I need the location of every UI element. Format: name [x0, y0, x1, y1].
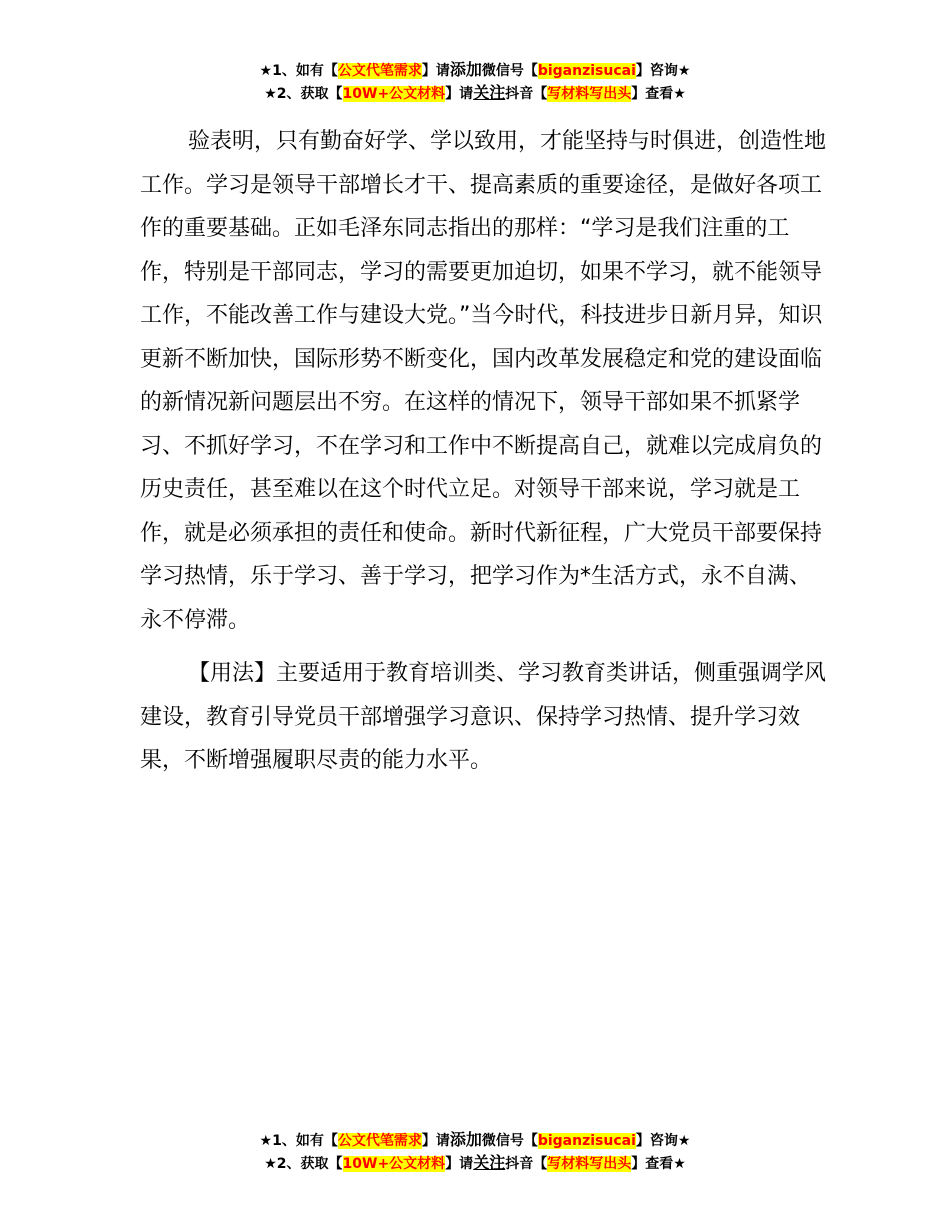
footer-banner: [0, 1129, 950, 1175]
usage-paragraph: 【用法】主要适用于教育培训类、学习教育类讲话，侧重强调学风建设，教育引导党员干部增强学习意识、保持学习热情、提升学习效果，不断增强履职尽责的能力水平。: [140, 661, 827, 773]
document-body: [140, 120, 830, 783]
banner-line1-suffix: 】咨询★: [635, 63, 691, 79]
footer-line1-highlight-service: 公文代笔需求: [337, 1133, 422, 1149]
footer-line2-mid2: 抖音【: [505, 1156, 548, 1172]
banner-line2-emphasis: 关注: [473, 83, 506, 102]
banner-line1-highlight-wechat: biganzisucai: [537, 63, 636, 79]
header-banner: [0, 59, 950, 105]
footer-line1-highlight-wechat: biganzisucai: [537, 1133, 636, 1149]
footer-line2-highlight-materials: 10W+公文材料: [342, 1156, 446, 1172]
footer-line1-prefix: ★1、如有【: [259, 1133, 338, 1149]
banner-line1-highlight-service: 公文代笔需求: [337, 63, 422, 79]
footer-banner-line-2: [0, 1152, 950, 1175]
banner-line-1: [0, 59, 950, 82]
banner-line-2: [0, 82, 950, 105]
banner-line2-mid1: 】请: [445, 86, 474, 102]
banner-line1-mid2: 微信号【: [481, 63, 538, 79]
footer-banner-line-1: [0, 1129, 950, 1152]
footer-line1-mid1: 】请: [421, 1133, 450, 1149]
banner-line2-highlight-materials: 10W+公文材料: [342, 86, 446, 102]
footer-line2-mid1: 】请: [445, 1156, 474, 1172]
banner-line2-prefix: ★2、获取【: [264, 86, 343, 102]
footer-line1-emphasis: 添加: [449, 1130, 482, 1149]
footer-line2-emphasis: 关注: [473, 1153, 506, 1172]
footer-line2-suffix: 】查看★: [631, 1156, 686, 1172]
banner-line1-mid1: 】请: [421, 63, 450, 79]
banner-line2-suffix: 】查看★: [631, 86, 686, 102]
footer-line1-mid2: 微信号【: [481, 1133, 538, 1149]
footer-line2-prefix: ★2、获取【: [264, 1156, 343, 1172]
banner-line1-emphasis: 添加: [449, 60, 482, 79]
banner-line2-highlight-douyin: 写材料写出头: [547, 86, 632, 102]
footer-line2-highlight-douyin: 写材料写出头: [547, 1156, 632, 1172]
body-paragraph: 验表明，只有勤奋好学、学以致用，才能坚持与时俱进，创造性地工作。学习是领导干部增长才干、提高素质的重要途径，是做好各项工作的重要基础。正如毛泽东同志指出的那样：“学习是我们注重的工作，特别是干部同志，学习的需要更加迫切，如果不学习，就不能领导工作，不能改善工作与建设大党。”当今时代，科技进步日新月异，知识更新不断加快，国际形势不断变化，国内改革发展稳定和党的建设面临的新情况新问题层出不穷。在这样的情况下，领导干部如果不抓紧学习、不抓好学习，不在学习和工作中不断提高自己，就难以完成肩负的历史责任，甚至难以在这个时代立足。对领导干部来说，学习就是工作，就是必须承担的责任和使命。新时代新征程，广大党员干部要保持学习热情，乐于学习、善于学习，把学习作为*生活方式，永不自满、永不停滞。: [140, 129, 827, 633]
footer-line1-suffix: 】咨询★: [635, 1133, 691, 1149]
banner-line2-mid2: 抖音【: [505, 86, 548, 102]
banner-line1-prefix: ★1、如有【: [259, 63, 338, 79]
